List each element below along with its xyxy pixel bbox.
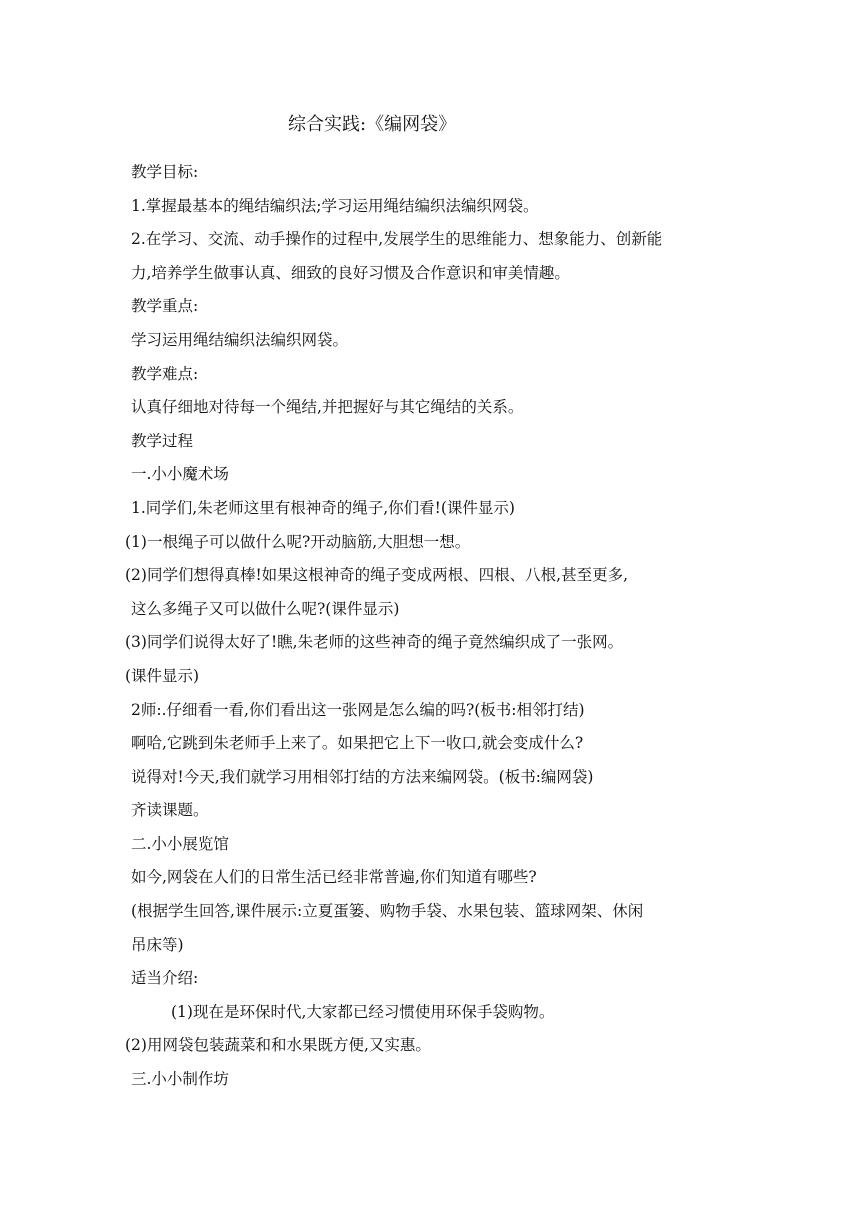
paragraph: (1)现在是环保时代,大家都已经习惯使用环保手袋购物。: [171, 1002, 555, 1021]
goal-item-1: 1.掌握最基本的绳结编织法;学习运用绳结编织法编织网袋。: [131, 196, 539, 215]
part-2-heading: 二.小小展览馆: [131, 834, 229, 853]
paragraph: 齐读课题。: [131, 801, 209, 820]
difficulty-text: 认真仔细地对待每一个绳结,并把握好与其它绳结的关系。: [131, 398, 524, 417]
paragraph: 2师:.仔细看一看,你们看出这一张网是怎么编的吗?(板书:相邻打结): [131, 700, 585, 719]
document-body: [125, 156, 741, 1097]
paragraph: (3)同学们说得太好了!瞧,朱老师的这些神奇的绳子竟然编织成了一张网。: [125, 633, 624, 652]
section-heading-difficulties: 教学难点:: [131, 364, 199, 383]
paragraph: (1)一根绳子可以做什么呢?开动脑筋,大胆想一想。: [125, 532, 471, 551]
paragraph: 吊床等): [131, 935, 184, 954]
paragraph: 1.同学们,朱老师这里有根神奇的绳子,你们看!(课件显示): [131, 498, 515, 517]
paragraph: (2)同学们想得真棒!如果这根神奇的绳子变成两根、四根、八根,甚至更多,: [125, 566, 629, 585]
document-title: 综合实践:《编网袋》: [288, 114, 457, 135]
goal-item-2-continued: 力,培养学生做事认真、细致的良好习惯及合作意识和审美情趣。: [131, 263, 570, 282]
goal-item-2: 2.在学习、交流、动手操作的过程中,发展学生的思维能力、想象能力、创新能: [131, 230, 663, 249]
section-heading-goals: 教学目标:: [131, 163, 199, 181]
section-heading-process: 教学过程: [131, 431, 194, 450]
key-point-text: 学习运用绳结编织法编织网袋。: [131, 330, 349, 349]
paragraph: 适当介绍:: [131, 969, 199, 988]
paragraph: 啊哈,它跳到朱老师手上来了。如果把它上下一收口,就会变成什么?: [131, 734, 584, 753]
paragraph: (2)用网袋包装蔬菜和和水果既方便,又实惠。: [125, 1036, 431, 1055]
paragraph: 如今,网袋在人们的日常生活已经非常普遍,你们知道有哪些?: [131, 868, 537, 887]
paragraph: (根据学生回答,课件展示:立夏蛋篓、购物手袋、水果包装、篮球网架、休闲: [131, 902, 644, 921]
paragraph: 说得对!今天,我们就学习用相邻打结的方法来编网袋。(板书:编网袋): [131, 767, 594, 786]
part-1-heading: 一.小小魔术场: [131, 465, 229, 484]
paragraph: (课件显示): [125, 666, 200, 685]
paragraph: 这么多绳子又可以做什么呢?(课件显示): [131, 599, 400, 618]
section-heading-key-points: 教学重点:: [131, 297, 199, 316]
part-3-heading: 三.小小制作坊: [131, 1070, 229, 1089]
